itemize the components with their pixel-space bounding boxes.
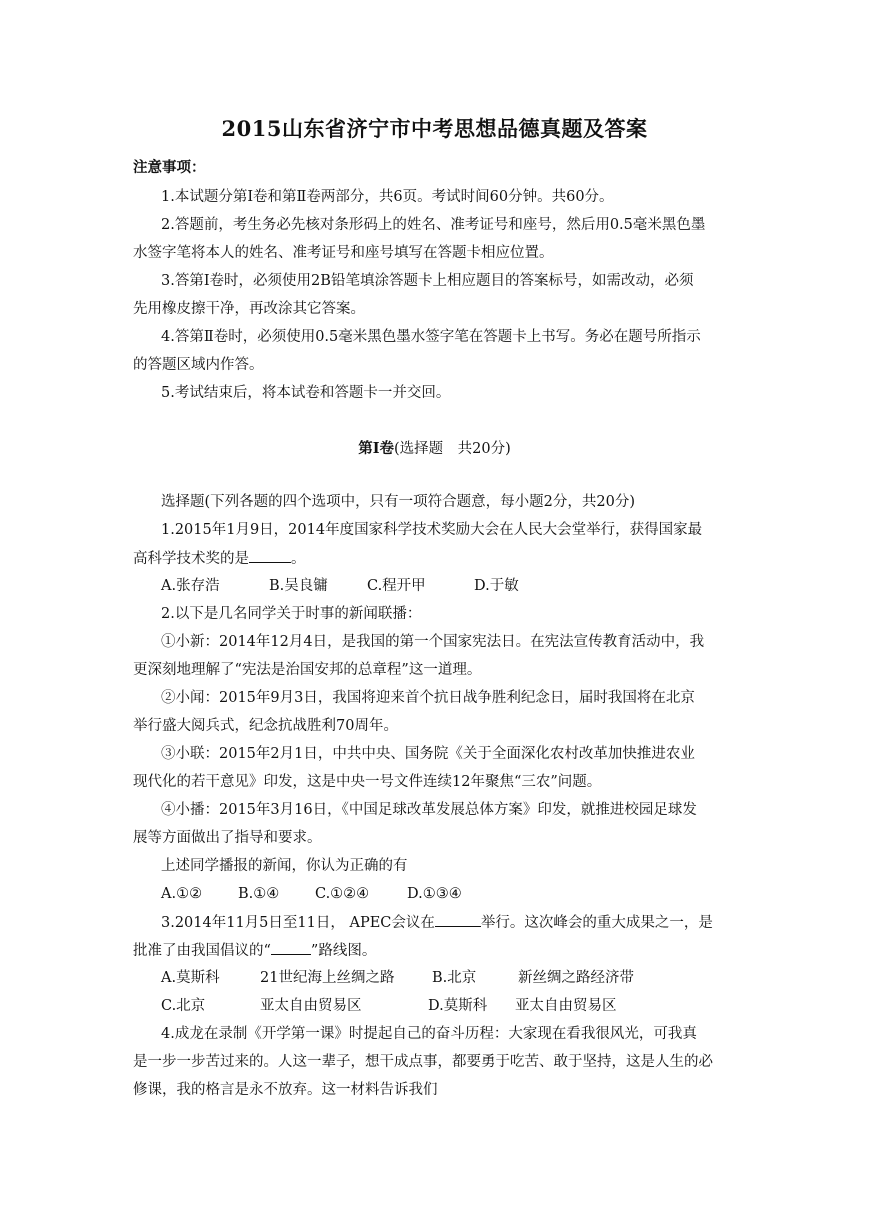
q1-stem: 1.2015年1月9日，2014年度国家科学技术奖励大会在人民大会堂举行，获得国家最 xyxy=(161,522,703,538)
q3-text: ”路线图。 xyxy=(310,943,377,959)
q2-item: 更深刻地理解了“宪法是治国安邦的总章程”这一道理。 xyxy=(133,662,482,678)
answer-blank xyxy=(271,940,311,955)
notice-item: 3.答第Ⅰ卷时，必须使用2B铅笔填涂答题卡上相应题目的答案标号，如需改动，必须 xyxy=(161,273,694,289)
option: A.张存浩 xyxy=(161,578,220,594)
option: A.①② xyxy=(161,886,203,902)
option-answer: 新丝绸之路经济带 xyxy=(518,970,634,986)
q1-text: 高科学技术奖的是 xyxy=(133,551,249,567)
notice-item: 2.答题前，考生务必先核对条形码上的姓名、准考证号和座号，然后用0.5毫米黑色墨 xyxy=(161,217,706,233)
q3-stem xyxy=(161,912,713,933)
option: C.①②④ xyxy=(315,886,370,902)
option: B.北京 xyxy=(432,970,477,986)
option: D.莫斯科 xyxy=(428,998,488,1014)
option: B.①④ xyxy=(238,886,280,902)
q2-item: 举行盛大阅兵式，纪念抗战胜利70周年。 xyxy=(133,718,398,734)
q2-item: 展等方面做出了指导和要求。 xyxy=(133,830,322,846)
q1-stem-cont xyxy=(133,548,306,569)
option: A.莫斯科 xyxy=(161,970,220,986)
q2-question: 上述同学播报的新闻，你认为正确的有 xyxy=(161,858,408,874)
option-answer: 21世纪海上丝绸之路 xyxy=(260,970,395,986)
option: C.程开甲 xyxy=(367,578,426,594)
option-answer: 亚太自由贸易区 xyxy=(260,998,362,1014)
q4-stem: 是一步一步苦过来的。人这一辈子，想干成点事，都要勇于吃苦、敢于坚持，这是人生的必 xyxy=(133,1054,713,1070)
section-label: 第Ⅰ卷 xyxy=(358,440,395,457)
q3-text: 举行。这次峰会的重大成果之一，是 xyxy=(480,915,713,931)
q1-options xyxy=(161,576,519,596)
q1-text-end: 。 xyxy=(291,551,306,567)
answer-blank xyxy=(435,912,481,927)
option: D.①③④ xyxy=(407,886,462,902)
notice-item: 的答题区域内作答。 xyxy=(133,357,264,373)
q3-options-row xyxy=(161,968,634,988)
instructions: 选择题(下列各题的四个选项中，只有一项符合题意，每小题2分，共20分) xyxy=(161,494,635,510)
option-answer: 亚太自由贸易区 xyxy=(515,998,617,1014)
notice-item: 1.本试题分第Ⅰ卷和第Ⅱ卷两部分，共6页。考试时间60分钟。共60分。 xyxy=(161,189,614,205)
page-title: 2015山东省济宁市中考思想品德真题及答案 xyxy=(221,116,648,141)
q2-options xyxy=(161,884,462,904)
notice-item: 先用橡皮擦干净，再改涂其它答案。 xyxy=(133,301,365,317)
q4-stem: 修课，我的格言是永不放弃。这一材料告诉我们 xyxy=(133,1082,438,1098)
q2-item: ④小播：2015年3月16日，《中国足球改革发展总体方案》印发，就推进校园足球发 xyxy=(161,802,697,818)
notice-item: 4.答第Ⅱ卷时，必须使用0.5毫米黑色墨水签字笔在答题卡上书写。务必在题号所指示 xyxy=(161,329,701,345)
section-detail: (选择题 共20分) xyxy=(394,441,511,457)
q3-options-row xyxy=(161,996,617,1016)
section-heading xyxy=(0,437,869,458)
q2-item: ①小新：2014年12月4日，是我国的第一个国家宪法日。在宪法宣传教育活动中，我 xyxy=(161,634,705,650)
option: D.于敏 xyxy=(474,578,519,594)
answer-blank xyxy=(249,548,291,563)
notice-heading: 注意事项： xyxy=(133,159,206,176)
q3-text: 3.2014年11月5日至11日， APEC会议在 xyxy=(161,915,435,931)
q4-stem: 4.成龙在录制《开学第一课》时提起自己的奋斗历程：大家现在看我很风光，可我真 xyxy=(161,1026,697,1042)
q2-item: 现代化的若干意见》印发，这是中央一号文件连续12年聚焦“三农”问题。 xyxy=(133,774,602,790)
q3-text: 批准了由我国倡议的“ xyxy=(133,943,271,959)
q2-item: ②小闻：2015年9月3日，我国将迎来首个抗日战争胜利纪念日，届时我国将在北京 xyxy=(161,690,695,706)
notice-item: 水签字笔将本人的姓名、准考证号和座号填写在答题卡相应位置。 xyxy=(133,245,554,261)
option: B.吴良镛 xyxy=(269,578,328,594)
option: C.北京 xyxy=(161,998,206,1014)
q2-item: ③小联：2015年2月1日，中共中央、国务院《关于全面深化农村改革加快推进农业 xyxy=(161,746,695,762)
q3-stem-cont xyxy=(133,940,376,961)
q2-stem: 2.以下是几名同学关于时事的新闻联播： xyxy=(161,606,422,622)
notice-item: 5.考试结束后，将本试卷和答题卡一并交回。 xyxy=(161,385,451,401)
